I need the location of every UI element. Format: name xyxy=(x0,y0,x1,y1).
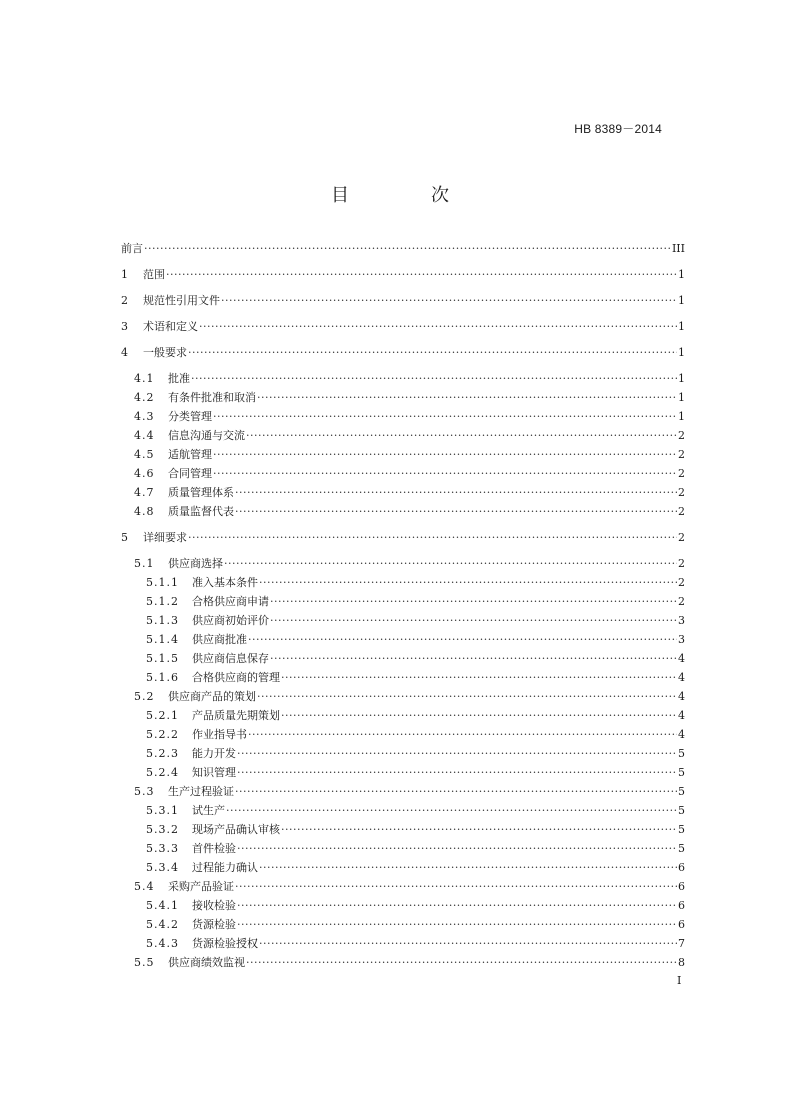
toc-entry-title: 能力开发 xyxy=(192,747,236,760)
toc-entry-title: 有条件批准和取消 xyxy=(168,391,256,404)
toc-entry-page: 5 xyxy=(678,804,685,817)
toc-entry-number: 4.1 xyxy=(134,372,155,385)
toc-leader-dots xyxy=(270,649,677,668)
toc-entry-number: 4.4 xyxy=(134,429,155,442)
toc-entry-page: 5 xyxy=(678,747,685,760)
toc-entry[interactable] xyxy=(121,649,685,668)
toc-entry-title: 批准 xyxy=(168,372,190,385)
toc-entry-title: 作业指导书 xyxy=(192,728,247,741)
toc-entry-page: 2 xyxy=(678,467,685,480)
toc-list xyxy=(121,239,685,972)
toc-entry[interactable] xyxy=(121,573,685,592)
toc-entry-page: 4 xyxy=(678,709,685,722)
document-code: HB 8389－2014 xyxy=(574,122,662,136)
toc-entry-title: 货源检验 xyxy=(192,918,236,931)
toc-entry-title: 信息沟通与交流 xyxy=(168,429,245,442)
toc-entry-title: 供应商绩效监视 xyxy=(168,956,245,969)
toc-leader-dots xyxy=(226,801,677,820)
toc-entry-page: 1 xyxy=(678,372,685,385)
toc-entry-page: 2 xyxy=(678,429,685,442)
toc-entry-page: 1 xyxy=(678,294,685,307)
toc-leader-dots xyxy=(166,265,677,284)
toc-entry-title: 规范性引用文件 xyxy=(143,294,220,307)
toc-entry-number: 5.1.6 xyxy=(146,671,179,684)
toc-entry[interactable] xyxy=(121,239,685,258)
toc-entry[interactable] xyxy=(121,317,685,336)
toc-entry-page: 5 xyxy=(678,823,685,836)
toc-entry-page: 2 xyxy=(678,505,685,518)
toc-entry-title: 知识管理 xyxy=(192,766,236,779)
toc-entry[interactable] xyxy=(121,369,685,388)
toc-entry-page: 1 xyxy=(678,320,685,333)
toc-leader-dots xyxy=(237,763,677,782)
toc-entry-number: 4.8 xyxy=(134,505,155,518)
toc-entry-page: III xyxy=(671,242,685,255)
toc-entry-page: 2 xyxy=(678,576,685,589)
toc-entry-title: 现场产品确认审核 xyxy=(192,823,280,836)
toc-leader-dots xyxy=(248,725,677,744)
toc-entry-page: 5 xyxy=(678,842,685,855)
toc-leader-dots xyxy=(237,839,677,858)
toc-entry-page: 1 xyxy=(678,391,685,404)
toc-entry-page: 7 xyxy=(678,937,685,950)
toc-entry-page: 5 xyxy=(678,785,685,798)
toc-entry[interactable] xyxy=(121,630,685,649)
toc-entry-number: 5.4.2 xyxy=(146,918,179,931)
toc-leader-dots xyxy=(281,668,677,687)
toc-entry-number: 1 xyxy=(121,268,129,281)
toc-leader-dots xyxy=(259,573,677,592)
toc-entry-number: 2 xyxy=(121,294,129,307)
toc-entry-page: 4 xyxy=(678,652,685,665)
toc-entry-page: 1 xyxy=(678,410,685,423)
toc-entry-title: 分类管理 xyxy=(168,410,212,423)
toc-entry[interactable] xyxy=(121,426,685,445)
toc-leader-dots xyxy=(235,877,677,896)
toc-leader-dots xyxy=(144,239,671,258)
toc-leader-dots xyxy=(248,630,677,649)
toc-leader-dots xyxy=(281,820,677,839)
toc-entry[interactable] xyxy=(121,291,685,310)
toc-leader-dots xyxy=(270,592,677,611)
toc-entry[interactable] xyxy=(121,592,685,611)
toc-entry-number: 4.7 xyxy=(134,486,155,499)
toc-entry[interactable] xyxy=(121,388,685,407)
toc-entry-number: 5.2.3 xyxy=(146,747,179,760)
toc-entry-page: 6 xyxy=(678,861,685,874)
toc-entry-page: 1 xyxy=(678,268,685,281)
toc-entry-number: 5.3.3 xyxy=(146,842,179,855)
toc-entry[interactable] xyxy=(121,782,685,801)
toc-title: 目 次 xyxy=(331,185,481,206)
toc-entry-title: 供应商批准 xyxy=(192,633,247,646)
toc-entry[interactable] xyxy=(121,915,685,934)
toc-entry-title: 详细要求 xyxy=(143,531,187,544)
toc-entry[interactable] xyxy=(121,706,685,725)
toc-entry-page: 4 xyxy=(678,671,685,684)
toc-leader-dots xyxy=(213,445,677,464)
toc-leader-dots xyxy=(237,896,677,915)
toc-leader-dots xyxy=(213,407,677,426)
toc-entry-number: 5.3.2 xyxy=(146,823,179,836)
toc-entry-title: 范围 xyxy=(143,268,165,281)
toc-entry-page: 4 xyxy=(678,690,685,703)
toc-entry[interactable] xyxy=(121,858,685,877)
toc-entry[interactable] xyxy=(121,839,685,858)
toc-entry-number: 5 xyxy=(121,531,129,544)
toc-entry-number: 4.2 xyxy=(134,391,155,404)
toc-entry-number: 5.3.4 xyxy=(146,861,179,874)
toc-entry-page: 6 xyxy=(678,918,685,931)
toc-entry[interactable] xyxy=(121,343,685,362)
toc-entry-number: 3 xyxy=(121,320,129,333)
toc-entry-number: 5.1.2 xyxy=(146,595,179,608)
toc-entry[interactable] xyxy=(121,407,685,426)
toc-entry-page: 1 xyxy=(678,346,685,359)
toc-leader-dots xyxy=(281,706,677,725)
toc-leader-dots xyxy=(199,317,677,336)
toc-entry[interactable] xyxy=(121,896,685,915)
toc-entry-title: 供应商选择 xyxy=(168,557,223,570)
toc-entry-title: 生产过程验证 xyxy=(168,785,234,798)
toc-leader-dots xyxy=(224,554,677,573)
toc-leader-dots xyxy=(235,502,677,521)
toc-entry[interactable] xyxy=(121,528,685,547)
toc-entry-number: 5.3 xyxy=(134,785,155,798)
toc-leader-dots xyxy=(259,934,677,953)
toc-leader-dots xyxy=(213,464,677,483)
toc-entry-title: 过程能力确认 xyxy=(192,861,258,874)
toc-leader-dots xyxy=(259,858,677,877)
toc-leader-dots xyxy=(188,343,677,362)
toc-entry-number: 4.3 xyxy=(134,410,155,423)
toc-entry-title: 供应商初始评价 xyxy=(192,614,269,627)
toc-entry-page: 3 xyxy=(678,633,685,646)
toc-entry-title: 合格供应商的管理 xyxy=(192,671,280,684)
toc-entry-title: 货源检验授权 xyxy=(192,937,258,950)
toc-entry[interactable] xyxy=(121,934,685,953)
toc-entry-number: 5.2.2 xyxy=(146,728,179,741)
toc-entry-page: 2 xyxy=(678,486,685,499)
toc-entry-page: 2 xyxy=(678,557,685,570)
toc-entry[interactable] xyxy=(121,801,685,820)
toc-entry-page: 6 xyxy=(678,899,685,912)
toc-entry-page: 8 xyxy=(678,956,685,969)
toc-leader-dots xyxy=(270,611,677,630)
toc-entry-page: 4 xyxy=(678,728,685,741)
toc-entry-number: 4.5 xyxy=(134,448,155,461)
toc-entry[interactable] xyxy=(121,953,685,972)
toc-leader-dots xyxy=(235,782,677,801)
toc-entry-number: 5.1.3 xyxy=(146,614,179,627)
toc-leader-dots xyxy=(188,528,677,547)
toc-entry[interactable] xyxy=(121,265,685,284)
toc-entry[interactable] xyxy=(121,445,685,464)
toc-entry-page: 2 xyxy=(678,595,685,608)
toc-entry[interactable] xyxy=(121,554,685,573)
toc-entry-number: 4.6 xyxy=(134,467,155,480)
toc-entry-title: 产品质量先期策划 xyxy=(192,709,280,722)
toc-entry-number: 5.4 xyxy=(134,880,155,893)
toc-entry-number: 5.1 xyxy=(134,557,155,570)
toc-entry-title: 一般要求 xyxy=(143,346,187,359)
toc-entry-page: 5 xyxy=(678,766,685,779)
toc-leader-dots xyxy=(237,915,677,934)
toc-entry[interactable] xyxy=(121,725,685,744)
toc-entry[interactable] xyxy=(121,464,685,483)
toc-entry-number: 5.1.1 xyxy=(146,576,179,589)
toc-entry[interactable] xyxy=(121,763,685,782)
toc-entry-title: 质量监督代表 xyxy=(168,505,234,518)
toc-entry-page: 2 xyxy=(678,531,685,544)
toc-entry-title: 接收检验 xyxy=(192,899,236,912)
toc-entry-page: 3 xyxy=(678,614,685,627)
toc-entry-title: 准入基本条件 xyxy=(192,576,258,589)
toc-entry-title: 试生产 xyxy=(192,804,225,817)
toc-leader-dots xyxy=(235,483,677,502)
toc-entry-number: 5.2.4 xyxy=(146,766,179,779)
toc-entry[interactable] xyxy=(121,820,685,839)
toc-entry-title: 合格供应商申请 xyxy=(192,595,269,608)
toc-entry[interactable] xyxy=(121,668,685,687)
toc-entry-title: 合同管理 xyxy=(168,467,212,480)
toc-entry-title: 供应商产品的策划 xyxy=(168,690,256,703)
toc-entry-title: 供应商信息保存 xyxy=(192,652,269,665)
toc-leader-dots xyxy=(246,953,677,972)
toc-entry-number: 5.4.1 xyxy=(146,899,179,912)
toc-leader-dots xyxy=(257,388,677,407)
toc-entry-page: 6 xyxy=(678,880,685,893)
toc-entry[interactable] xyxy=(121,877,685,896)
toc-entry[interactable] xyxy=(121,687,685,706)
toc-entry-title: 前言 xyxy=(121,242,143,255)
toc-leader-dots xyxy=(237,744,677,763)
toc-entry-title: 术语和定义 xyxy=(143,320,198,333)
toc-entry-number: 5.5 xyxy=(134,956,155,969)
toc-entry-number: 5.3.1 xyxy=(146,804,179,817)
toc-leader-dots xyxy=(257,687,677,706)
toc-leader-dots xyxy=(191,369,677,388)
toc-entry[interactable] xyxy=(121,744,685,763)
toc-entry-title: 采购产品验证 xyxy=(168,880,234,893)
toc-leader-dots xyxy=(246,426,677,445)
toc-entry-number: 5.2.1 xyxy=(146,709,179,722)
toc-entry-number: 5.2 xyxy=(134,690,155,703)
toc-entry-page: 2 xyxy=(678,448,685,461)
toc-entry-title: 首件检验 xyxy=(192,842,236,855)
toc-entry[interactable] xyxy=(121,483,685,502)
toc-entry[interactable] xyxy=(121,502,685,521)
toc-entry-number: 5.1.5 xyxy=(146,652,179,665)
toc-leader-dots xyxy=(221,291,677,310)
page-number: I xyxy=(677,974,682,987)
toc-entry[interactable] xyxy=(121,611,685,630)
toc-entry-title: 适航管理 xyxy=(168,448,212,461)
toc-entry-number: 5.1.4 xyxy=(146,633,179,646)
toc-entry-number: 4 xyxy=(121,346,129,359)
toc-entry-title: 质量管理体系 xyxy=(168,486,234,499)
toc-entry-number: 5.4.3 xyxy=(146,937,179,950)
